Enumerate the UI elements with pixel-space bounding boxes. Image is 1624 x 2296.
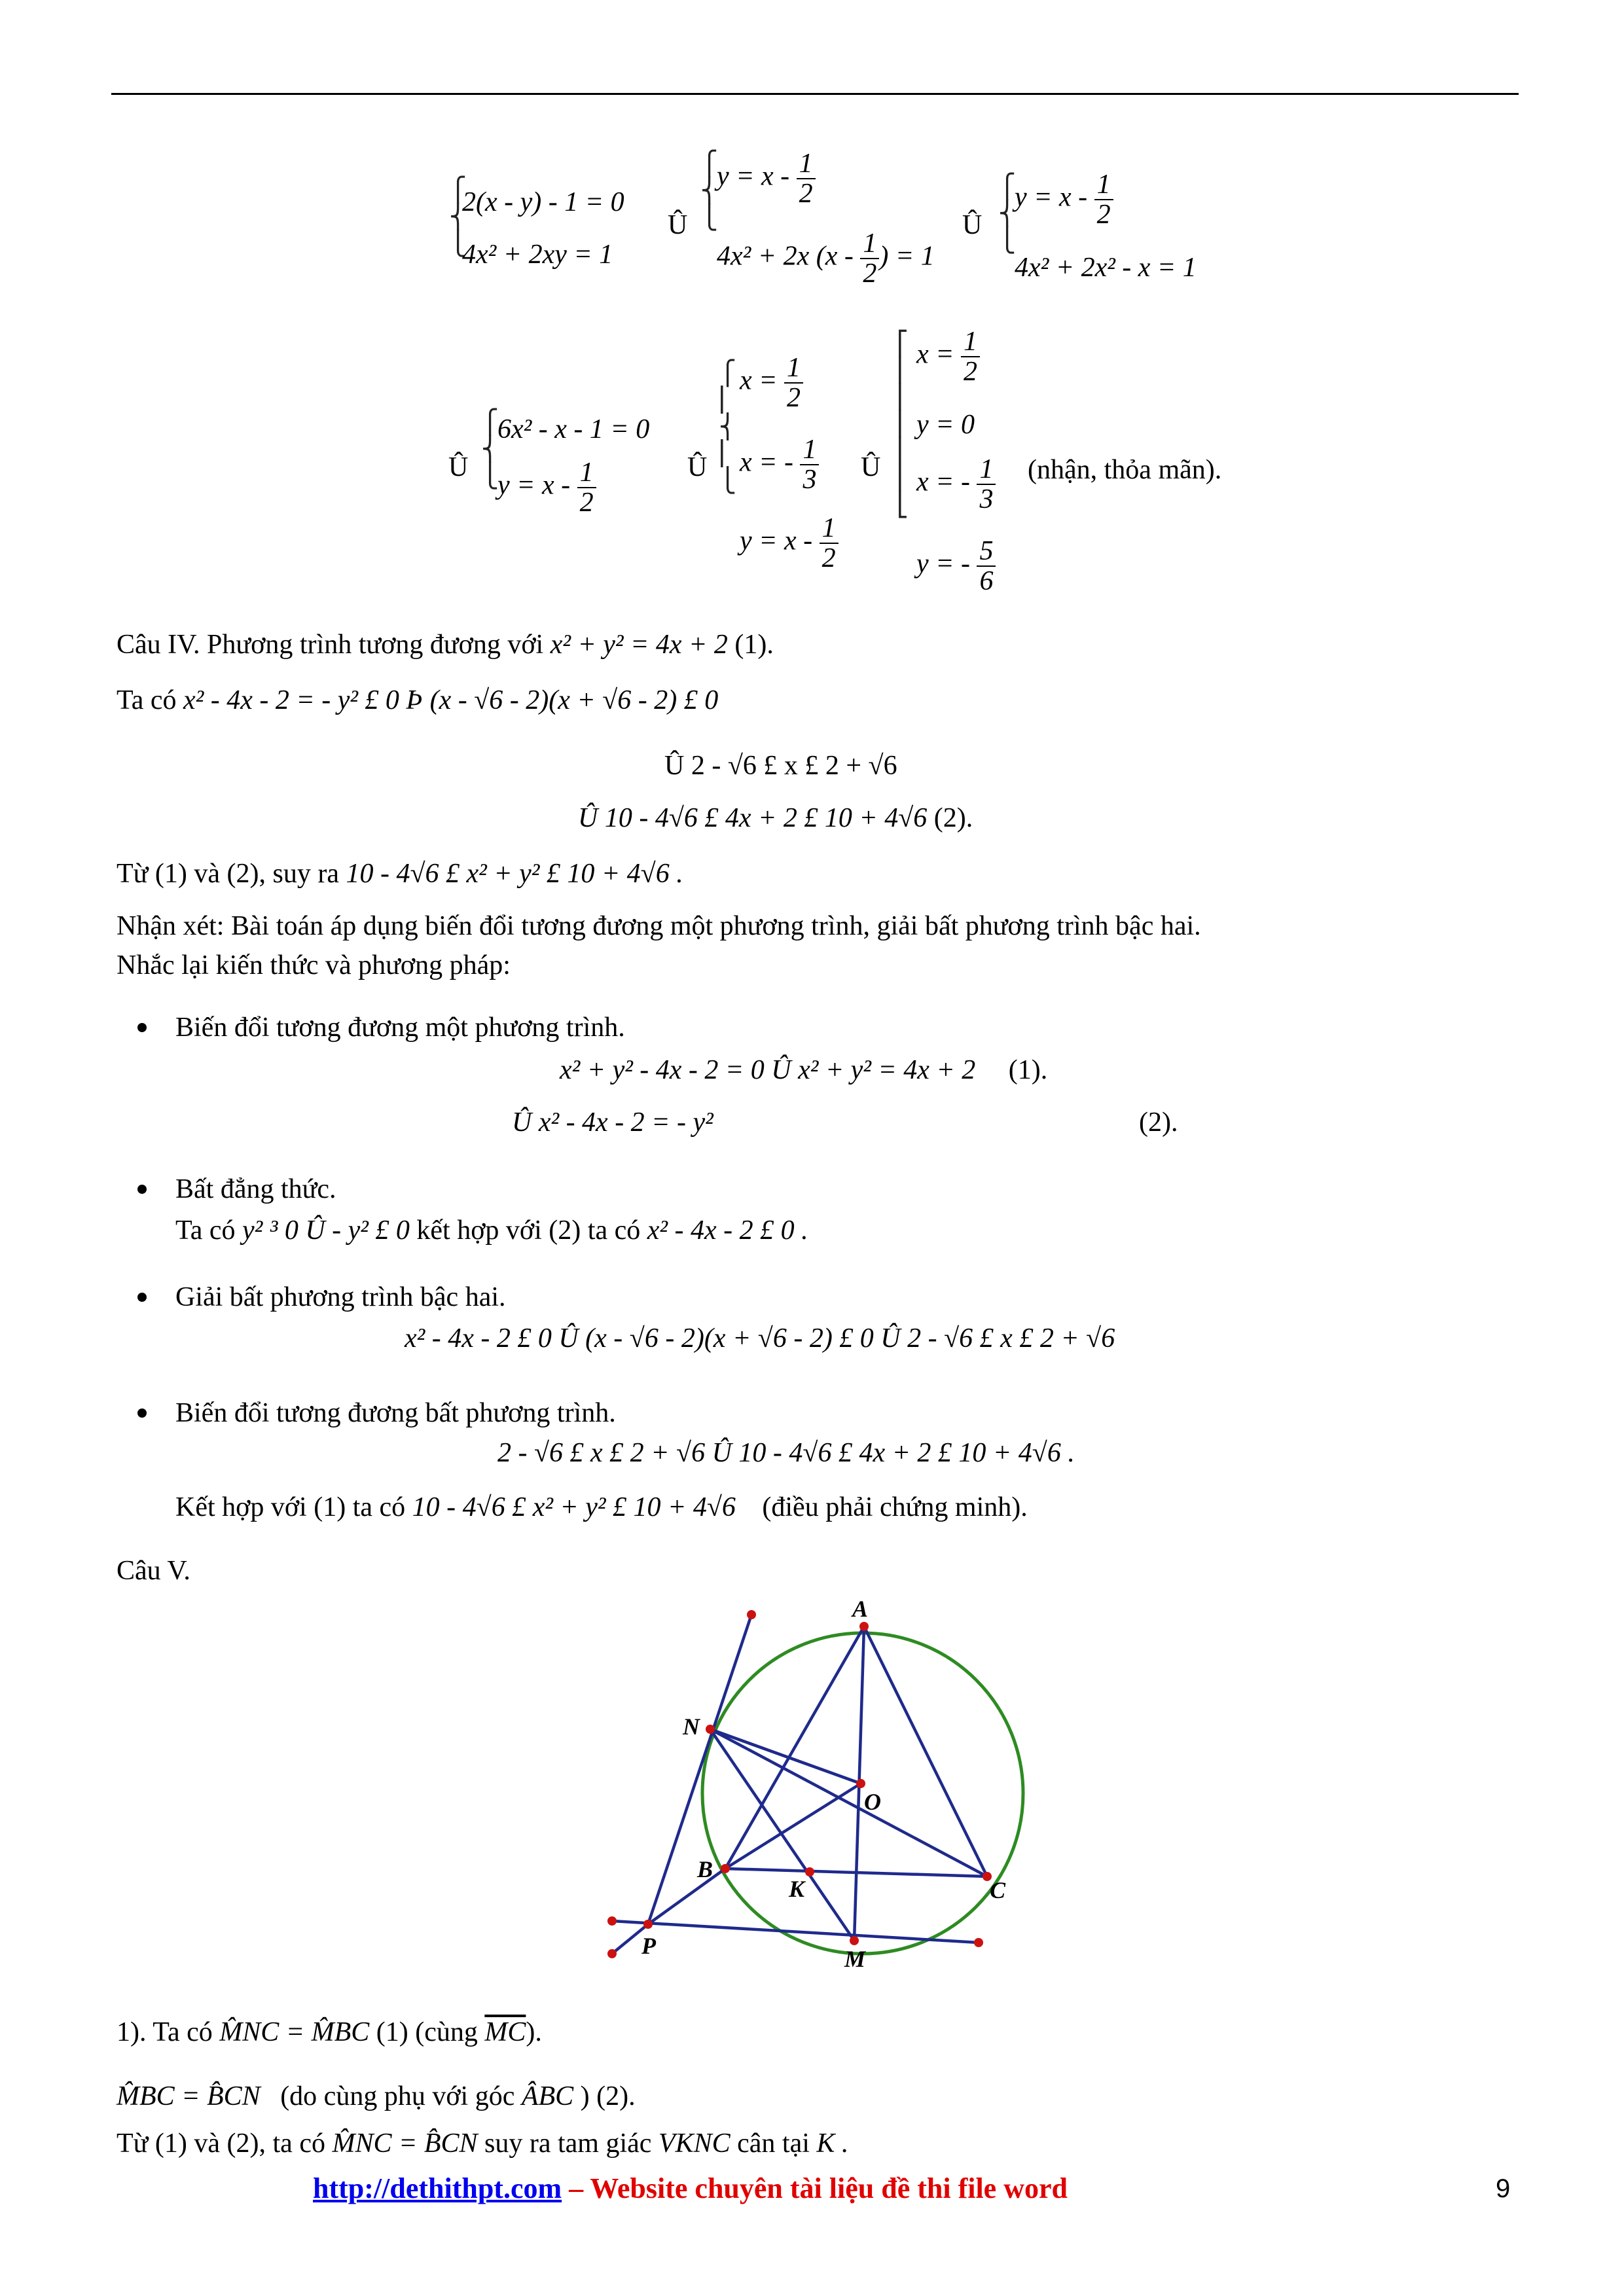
equiv-symbol: Û [668,210,688,240]
point-end2 [607,1916,617,1926]
segment-nb [710,1729,861,1784]
s6-b: y = 0 [916,410,975,440]
cau4-line4: Û 10 - 4√6 £ 4x + 2 £ 10 + 4√6 (2). [578,803,973,833]
remark: Nhận xét: Bài toán áp dụng biến đổi tương đương một phương trình, giải bất phương trình bậc hai. [117,911,1201,941]
equiv-symbol: Û [861,452,881,482]
brace: ⎧ ⎨ ⎩ [449,177,467,257]
s5-a: x = $\frac{1}{2}$ [740,353,803,412]
point-a [859,1622,869,1631]
point-m [850,1936,859,1945]
b1-title: Biến đổi tương đương một phương trình. [175,1013,625,1043]
s6-a: x = $\frac{1}{2}$ [916,327,980,386]
cau4-heading: Câu IV. Phương trình tương đương với x² + y² = 4x + 2 (1). [117,630,774,660]
point-b [721,1864,730,1873]
proof-line3: Từ (1) và (2), ta có M̂NC = B̂CN suy ra tam giác VKNC cân tại K . [117,2128,849,2159]
label-b: B [697,1856,713,1882]
brace: ⎧ ⎨ ⎩ [481,409,499,490]
s6-c: x = - $\frac{1}{3}$ [916,455,996,514]
cau4-line2: Ta có x² - 4x - 2 = - y² £ 0 Þ (x - √6 - 2)(x + √6 - 2) £ 0 [117,685,719,715]
point-n [706,1725,715,1734]
point-o [856,1779,865,1788]
s4-row1: 6x² - x - 1 = 0 [497,414,650,444]
label-p: P [641,1933,656,1959]
segment-ac [864,1626,987,1876]
segment-nc [710,1729,987,1876]
segment-bo [725,1784,861,1869]
label-k: K [789,1876,805,1902]
brace: ⎧ ⎢ ⎨ ⎢ ⎩ [719,360,736,494]
segment-pb [648,1869,725,1924]
cau4-line5: Từ (1) và (2), suy ra 10 - 4√6 £ x² + y² £ 10 + 4√6 . [117,859,683,889]
cau4-line3: Û 2 - √6 £ x £ 2 + √6 [664,751,897,781]
b1-eq1: x² + y² - 4x - 2 = 0 Û x² + y² = 4x + 2 (1). [560,1055,1048,1085]
s1-row2: 4x² + 2xy = 1 [462,240,613,270]
label-n: N [683,1713,700,1740]
s5-b: x = - $\frac{1}{3}$ [740,435,819,494]
label-c: C [990,1877,1006,1903]
b2-title: Bất đẳng thức. [175,1174,336,1204]
brace: ⎧ ⎨ ⎩ [700,151,718,231]
s5-c: y = x - $\frac{1}{2}$ [740,514,839,573]
b4-conclusion: Kết hợp với (1) ta có 10 - 4√6 £ x² + y² £ 10 + 4√6 (điều phải chứng minh). [175,1492,1028,1522]
equiv-symbol: Û [687,452,708,482]
b4-eq: 2 - √6 £ x £ 2 + √6 Û 10 - 4√6 £ 4x + 2 £ 10 + 4√6 . [497,1438,1075,1468]
s2-row1: y = x - $\frac{1}{2}$ [717,149,816,208]
proof-line1: 1). Ta có M̂NC = M̂BC (1) (cùng $\overline{MC}$). [117,2017,542,2047]
s1-row1: 2(x - y) - 1 = 0 [462,187,624,217]
b2-line: Ta có y² ³ 0 Û - y² £ 0 kết hợp với (2) ta có x² - 4x - 2 £ 0 . [175,1215,808,1246]
b1-eq2-ref: (2). [1139,1107,1178,1138]
s3-row1: y = x - $\frac{1}{2}$ [1015,170,1113,229]
proof-line2: M̂BC = B̂CN (do cùng phụ với góc ÂBC ) (2). [117,2081,636,2111]
brace: ⎡ ⎢ ⎢ ⎢ ⎢ ⎢ ⎣ [897,331,909,518]
label-a: A [852,1596,869,1622]
accepted-note: (nhận, thỏa mãn). [1028,455,1222,485]
footer-tagline: – Website chuyên tài liệu đề thi file word [562,2172,1068,2204]
segment-nm [710,1729,854,1941]
point-end4 [607,1949,617,1958]
point-p [643,1920,653,1929]
s4-row2: y = x - $\frac{1}{2}$ [497,458,596,517]
s3-row2: 4x² + 2x² - x = 1 [1015,253,1197,283]
page-number: 9 [1496,2174,1511,2203]
cau5-heading: Câu V. [117,1556,190,1586]
equiv-symbol: Û [962,210,983,240]
s6-d: y = - $\frac{5}{6}$ [916,537,996,596]
b3-eq: x² - 4x - 2 £ 0 Û (x - √6 - 2)(x + √6 - 2) £ 0 Û 2 - √6 £ x £ 2 + √6 [405,1323,1115,1354]
label-o: O [864,1789,881,1815]
recall-heading: Nhắc lại kiến thức và phương pháp: [117,950,511,980]
footer [313,2172,1068,2205]
b4-title: Biến đổi tương đương bất phương trình. [175,1398,616,1428]
footer-link[interactable]: http://dethithpt.com [313,2172,562,2204]
point-k [805,1867,814,1876]
s2-row2: 4x² + 2x (x - $\frac{1}{2}$ ) = 1 [717,228,935,289]
equiv-symbol: Û [448,452,469,482]
label-m: M [844,1946,866,1972]
brace: ⎧ ⎨ ⎩ [998,173,1016,254]
point-end1 [747,1610,756,1619]
b3-title: Giải bất phương trình bậc hai. [175,1282,506,1312]
point-end3 [974,1938,983,1947]
b1-eq2: Û x² - 4x - 2 = - y² [512,1107,713,1138]
